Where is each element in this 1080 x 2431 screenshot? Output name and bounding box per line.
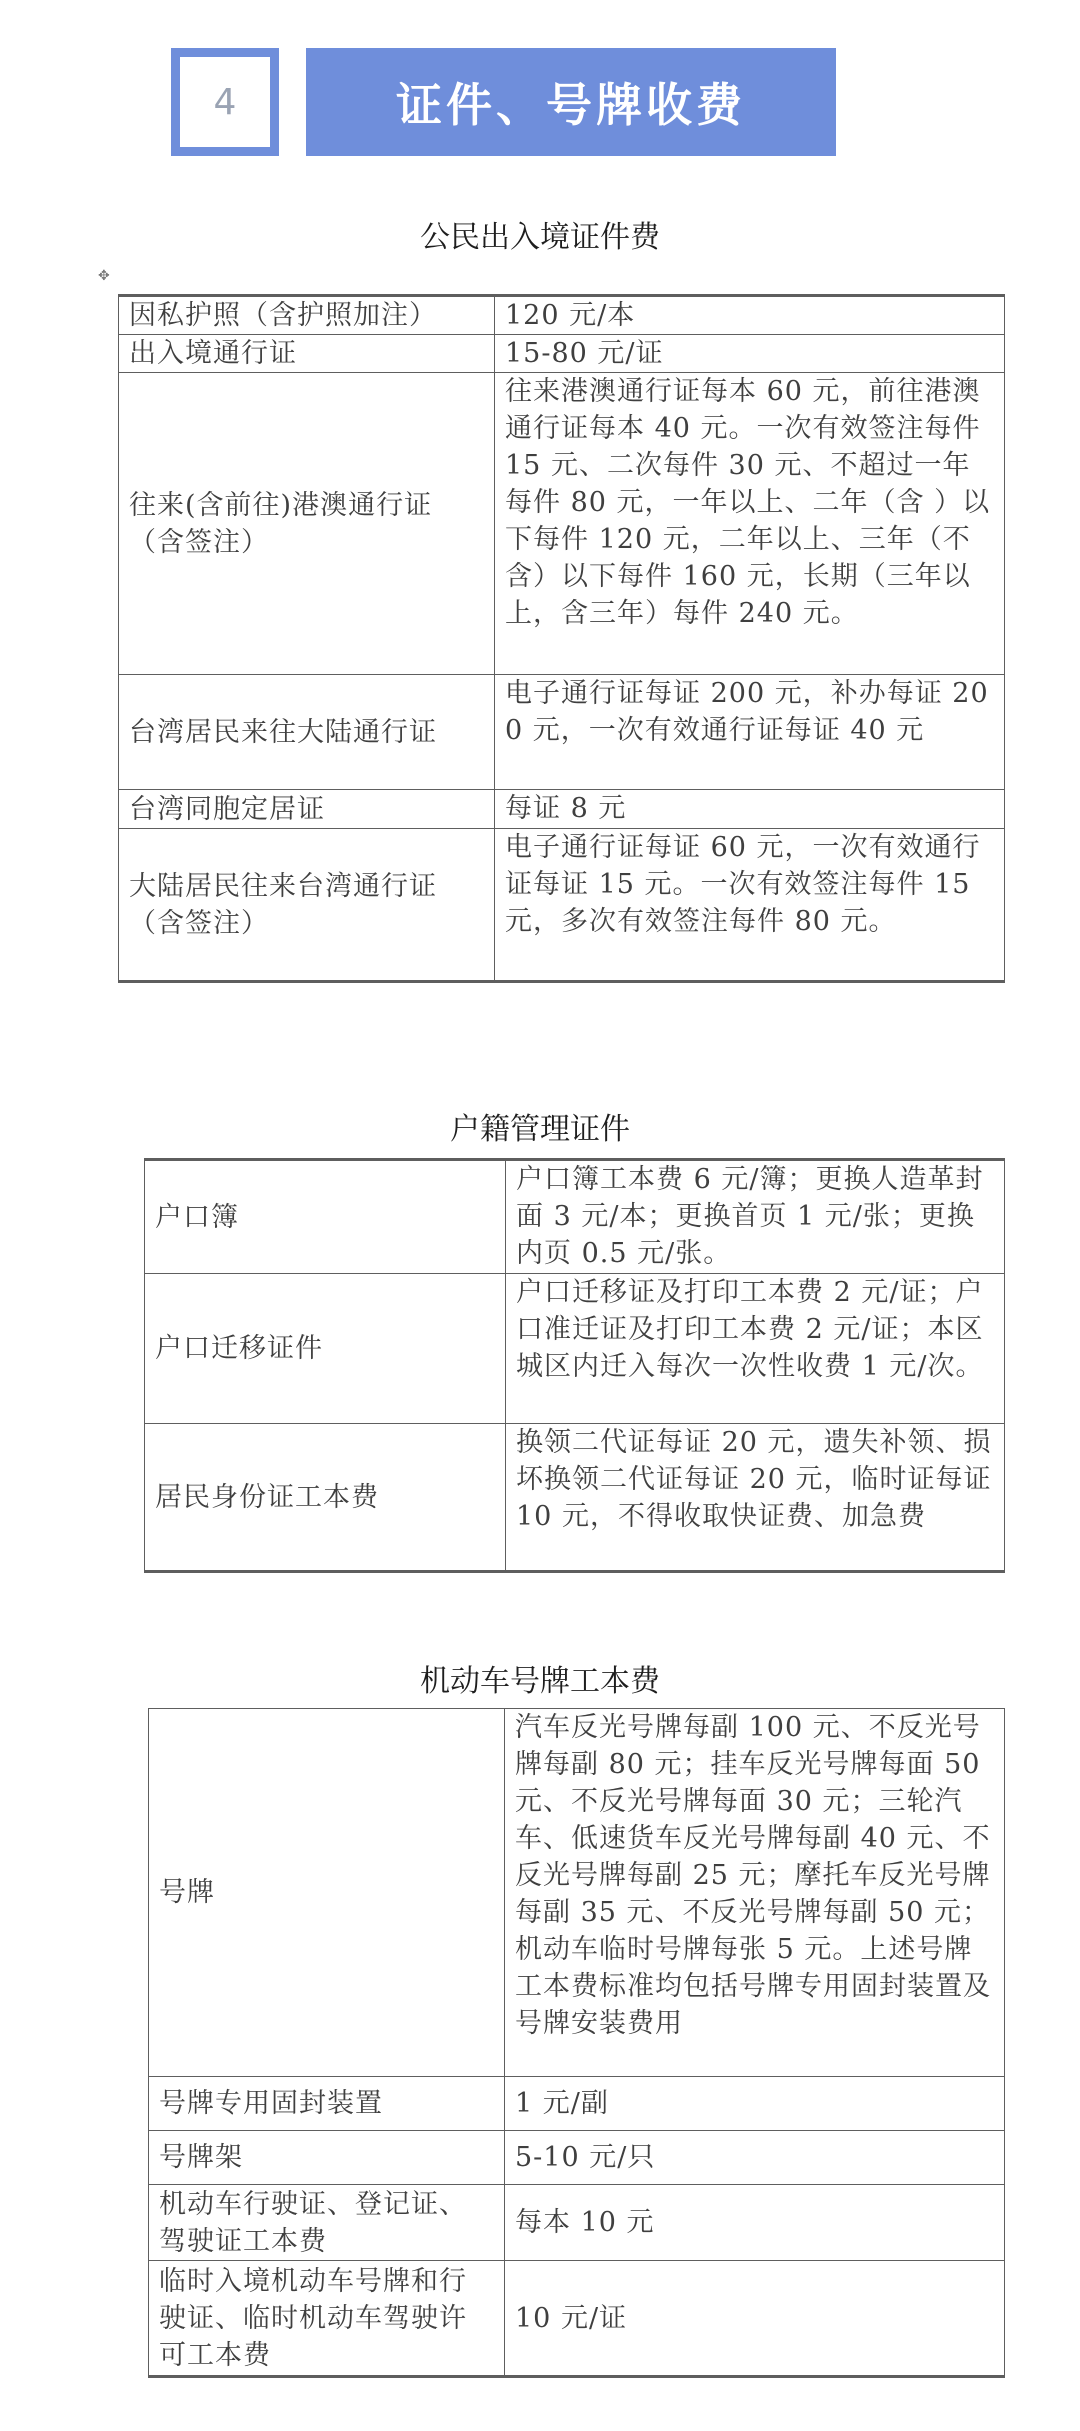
- item-cell: 号牌专用固封装置: [149, 2077, 505, 2131]
- table-row: [145, 1274, 1005, 1424]
- item-cell: 临时入境机动车号牌和行驶证、临时机动车驾驶许可工本费: [149, 2261, 505, 2377]
- household-fee-table: [144, 1158, 1005, 1573]
- item-cell: 因私护照（含护照加注）: [119, 296, 495, 335]
- fee-cell: 5-10 元/只: [505, 2131, 1005, 2185]
- fee-cell: 往来港澳通行证每本 60 元，前往港澳通行证每本 40 元。一次有效签注每件 15 元、二次每件 30 元、不超过一年每件 80 元，一年以上、二年（含 ）以下每件 120 元，二年以上、三年（不含）以下每件 160 元，长期（三年以上，含三年）每件 240 元。: [495, 373, 1005, 675]
- item-cell: 往来(含前往)港澳通行证（含签注）: [119, 373, 495, 675]
- item-cell: 台湾居民来往大陆通行证: [119, 675, 495, 790]
- fee-cell: 15-80 元/证: [495, 335, 1005, 373]
- vehicle-plate-fee-table: [148, 1708, 1005, 2378]
- section-number: 4: [180, 57, 270, 147]
- table-row: [119, 829, 1005, 982]
- section-number-box: [171, 48, 279, 156]
- table-row: [149, 2261, 1005, 2377]
- item-cell: 台湾同胞定居证: [119, 790, 495, 829]
- fee-cell: 户口簿工本费 6 元/簿；更换人造革封面 3 元/本；更换首页 1 元/张；更换内页 0.5 元/张。: [506, 1160, 1005, 1274]
- section-title-exit-entry: 公民出入境证件费: [420, 220, 660, 255]
- table-row: [145, 1424, 1005, 1572]
- fee-cell: 电子通行证每证 60 元，一次有效通行证每证 15 元。一次有效签注每件 15 元，多次有效签注每件 80 元。: [495, 829, 1005, 982]
- section-title-vehicle-plate: 机动车号牌工本费: [420, 1664, 660, 1699]
- fee-cell: 1 元/副: [505, 2077, 1005, 2131]
- item-cell: 户口簿: [145, 1160, 506, 1274]
- table-row: [149, 1709, 1005, 2077]
- fee-cell: 换领二代证每证 20 元，遗失补领、损坏换领二代证每证 20 元，临时证每证 10 元，不得收取快证费、加急费: [506, 1424, 1005, 1572]
- table-row: [119, 296, 1005, 335]
- page-title: 证件、号牌收费: [306, 48, 836, 156]
- table-row: [119, 675, 1005, 790]
- fee-cell: 120 元/本: [495, 296, 1005, 335]
- table-move-handle-icon: ✥: [98, 268, 110, 284]
- item-cell: 号牌: [149, 1709, 505, 2077]
- fee-cell: 汽车反光号牌每副 100 元、不反光号牌每副 80 元；挂车反光号牌每面 50 元、不反光号牌每面 30 元；三轮汽车、低速货车反光号牌每副 40 元、不反光号牌每副 25 元；摩托车反光号牌每副 35 元、不反光号牌每副 50 元；机动车临时号牌每张 5 元。上述号牌工本费标准均包括号牌专用固封装置及号牌安装费用: [505, 1709, 1005, 2077]
- item-cell: 号牌架: [149, 2131, 505, 2185]
- fee-cell: 每本 10 元: [505, 2185, 1005, 2261]
- table-row: [119, 373, 1005, 675]
- table-row: [149, 2077, 1005, 2131]
- item-cell: 居民身份证工本费: [145, 1424, 506, 1572]
- item-cell: 户口迁移证件: [145, 1274, 506, 1424]
- item-cell: 机动车行驶证、登记证、驾驶证工本费: [149, 2185, 505, 2261]
- table-row: [149, 2131, 1005, 2185]
- section-title-household: 户籍管理证件: [450, 1112, 630, 1147]
- fee-cell: 10 元/证: [505, 2261, 1005, 2377]
- fee-cell: 户口迁移证及打印工本费 2 元/证；户口准迁证及打印工本费 2 元/证；本区城区内迁入每次一次性收费 1 元/次。: [506, 1274, 1005, 1424]
- table-row: [145, 1160, 1005, 1274]
- table-row: [149, 2185, 1005, 2261]
- fee-cell: 电子通行证每证 200 元，补办每证 200 元，一次有效通行证每证 40 元: [495, 675, 1005, 790]
- table-row: [119, 335, 1005, 373]
- item-cell: 大陆居民往来台湾通行证（含签注）: [119, 829, 495, 982]
- item-cell: 出入境通行证: [119, 335, 495, 373]
- exit-entry-fee-table: [118, 294, 1005, 983]
- table-row: [119, 790, 1005, 829]
- fee-cell: 每证 8 元: [495, 790, 1005, 829]
